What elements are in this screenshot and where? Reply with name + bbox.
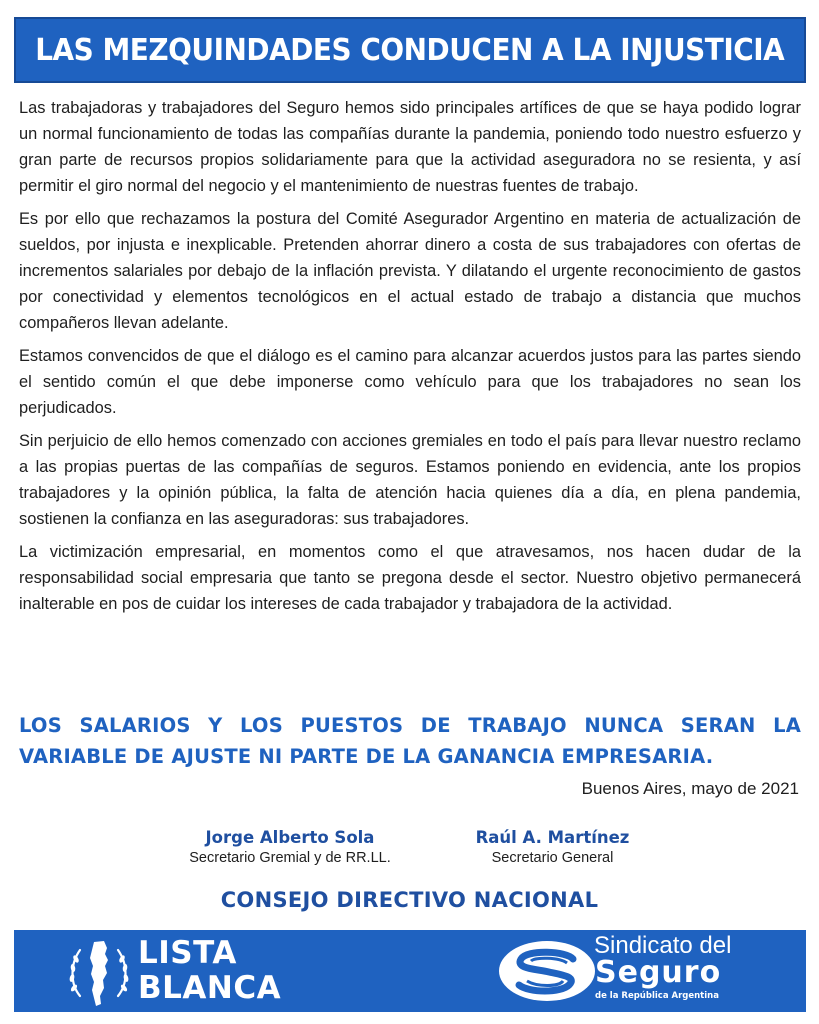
paragraph: Sin perjuicio de ello hemos comenzado con acciones gremiales en todo el país para llevar nuestro reclamo a las propias puertas de las compañías de seguros. Estamos poniendo en evidencia, ante los propios trabajadores y la opinión pública, la falta de atención hacia quienes día a día, en plena pandemia, sostienen la confianza en las aseguradoras: sus trabajadores. [19,432,801,528]
statement-body [19,95,801,624]
paragraph: Estamos convencidos de que el diálogo es el camino para alcanzar acuerdos justos para las partes siendo el sentido común el que debe imponerse como vehículo para que los trabajadores no sean los perjudicados. [19,347,801,417]
paragraph: Es por ello que rechazamos la postura del Comité Asegurador Argentino en materia de actualización de sueldos, por injusta e inexplicable. Pretenden ahorrar dinero a costa de sus trabajadores con ofertas de incrementos salariales por debajo de la inflación prevista. Y dilatando el urgente reconocimiento de gastos por conectividad y elementos tecnológicos en el actual estado de trabajo a distancia que muchos compañeros llevan adelante. [19,210,801,332]
seguro-wordmark: Seguro [595,955,722,990]
lista-blanca-wordmark [138,936,281,1006]
blanca-line: BLANCA [138,970,282,1006]
signature-block-martinez [445,828,660,868]
paragraph: La victimización empresarial, en momentos como el que atravesamos, nos hacen dudar de la responsabilidad social empresaria que tanto se pregona desde el sector. Nuestro objetivo permanecerá inalterable en pos de cuidar los intereses de cada trabajador y trabajadora de la actividad. [19,543,801,613]
dateline: Buenos Aires, mayo de 2021 [581,779,799,798]
council-heading: CONSEJO DIRECTIVO NACIONAL [220,888,599,912]
argentina-map-laurel-icon [64,936,134,1008]
slogan: LOS SALARIOS Y LOS PUESTOS DE TRABAJO NUNCA SERAN LA VARIABLE DE AJUSTE NI PARTE DE LA GANANCIA EMPRESARIA. [19,714,801,768]
signer-role: Secretario General [491,850,614,866]
double-s-icon [497,939,597,1003]
page-title: LAS MEZQUINDADES CONDUCEN A LA INJUSTICIA [35,32,785,68]
signer-name: Raúl A. Martínez [475,828,630,847]
footer-banner [14,930,806,1012]
signature-block-sola [160,828,420,868]
paragraph: Las trabajadoras y trabajadores del Seguro hemos sido principales artífices de que se haya podido lograr un normal funcionamiento de todas las compañías durante la pandemia, poniendo todo nuestro esfuerzo y gran parte de recursos propios solidariamente para que la actividad aseguradora no se resienta, y así permitir el giro normal del negocio y el mantenimiento de nuestras fuentes de trabajo. [19,99,801,195]
signer-name: Jorge Alberto Sola [205,828,375,847]
lista-line: LISTA [138,935,237,971]
republica-line: de la República Argentina [595,991,719,1001]
title-banner [14,17,806,83]
signer-role: Secretario Gremial y de RR.LL. [189,850,391,866]
sindicato-line: Sindicato del [594,932,732,959]
